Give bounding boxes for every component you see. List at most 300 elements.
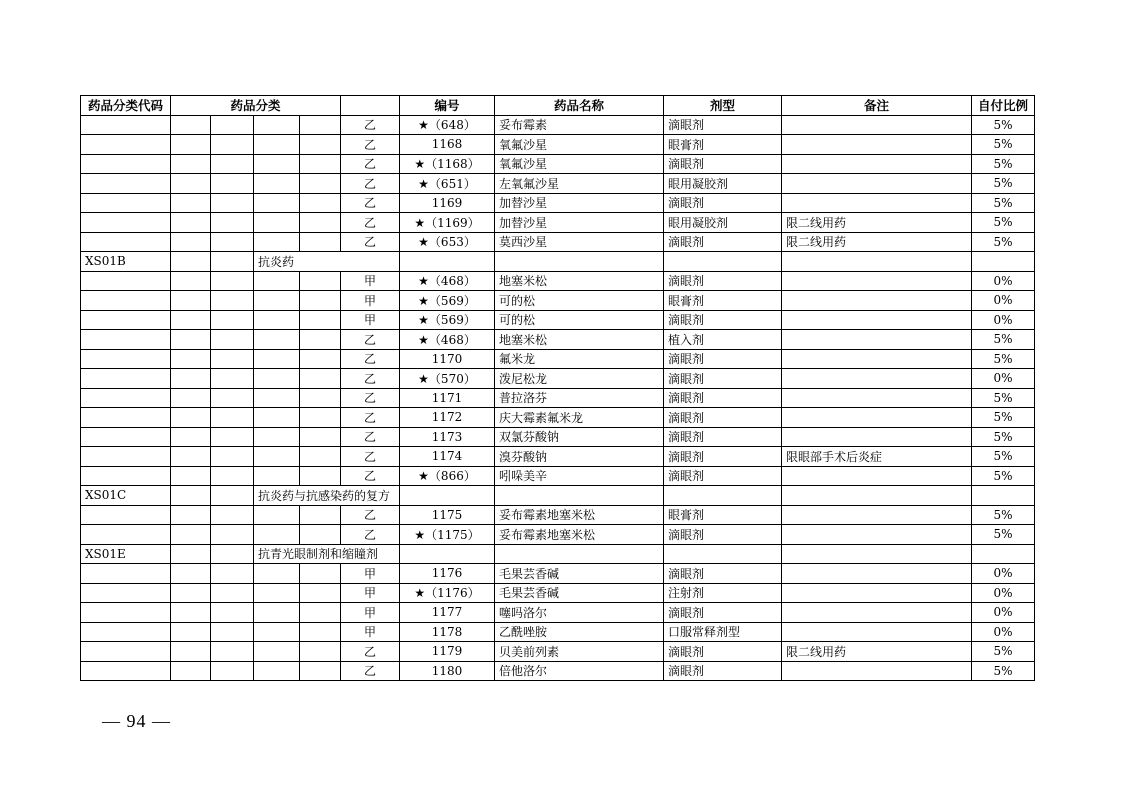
drug-name-cell: 妥布霉素 — [495, 115, 664, 135]
empty-cell — [81, 564, 171, 584]
empty-cell — [254, 466, 300, 486]
level-cell: 乙 — [341, 330, 400, 350]
header-note: 备注 — [782, 96, 972, 116]
note-cell — [782, 115, 972, 135]
ratio-cell: 5% — [972, 466, 1035, 486]
note-cell — [782, 505, 972, 525]
header-code: 药品分类代码 — [81, 96, 171, 116]
number-cell: 1179 — [400, 642, 495, 662]
empty-cell — [81, 135, 171, 155]
ratio-cell: 5% — [972, 232, 1035, 252]
empty-cell — [171, 427, 211, 447]
empty-cell — [300, 349, 341, 369]
empty-cell — [300, 525, 341, 545]
empty-cell — [782, 486, 972, 506]
dosage-form-cell: 滴眼剂 — [664, 525, 782, 545]
dosage-form-cell: 滴眼剂 — [664, 661, 782, 681]
number-cell: ★（651） — [400, 174, 495, 194]
empty-cell — [211, 661, 254, 681]
empty-cell — [81, 661, 171, 681]
header-form: 剂型 — [664, 96, 782, 116]
empty-cell — [300, 271, 341, 291]
drug-name-cell: 乙酰唑胺 — [495, 622, 664, 642]
empty-cell — [254, 388, 300, 408]
empty-cell — [81, 154, 171, 174]
table-row — [81, 564, 1035, 584]
empty-cell — [300, 466, 341, 486]
empty-cell — [664, 544, 782, 564]
table-row — [81, 232, 1035, 252]
empty-cell — [81, 427, 171, 447]
dosage-form-cell: 滴眼剂 — [664, 408, 782, 428]
empty-cell — [211, 115, 254, 135]
ratio-cell: 0% — [972, 603, 1035, 623]
empty-cell — [171, 642, 211, 662]
empty-cell — [211, 369, 254, 389]
empty-cell — [300, 603, 341, 623]
empty-cell — [254, 564, 300, 584]
number-cell: ★（570） — [400, 369, 495, 389]
level-cell: 乙 — [341, 135, 400, 155]
table-row — [81, 369, 1035, 389]
empty-cell — [171, 252, 211, 272]
empty-cell — [211, 525, 254, 545]
ratio-cell: 5% — [972, 330, 1035, 350]
level-cell: 乙 — [341, 193, 400, 213]
number-cell: 1171 — [400, 388, 495, 408]
empty-cell — [171, 174, 211, 194]
empty-cell — [782, 252, 972, 272]
empty-cell — [254, 310, 300, 330]
level-cell: 乙 — [341, 408, 400, 428]
note-cell — [782, 349, 972, 369]
drug-name-cell: 贝美前列素 — [495, 642, 664, 662]
empty-cell — [972, 252, 1035, 272]
number-cell: ★（648） — [400, 115, 495, 135]
table-row — [81, 193, 1035, 213]
empty-cell — [81, 291, 171, 311]
table-row — [81, 291, 1035, 311]
empty-cell — [495, 486, 664, 506]
table-row — [81, 154, 1035, 174]
number-cell: ★（866） — [400, 466, 495, 486]
ratio-cell: 5% — [972, 525, 1035, 545]
empty-cell — [171, 388, 211, 408]
empty-cell — [211, 135, 254, 155]
number-cell: 1176 — [400, 564, 495, 584]
drug-name-cell: 可的松 — [495, 291, 664, 311]
table-row — [81, 174, 1035, 194]
level-cell: 乙 — [341, 349, 400, 369]
empty-cell — [81, 349, 171, 369]
table-row — [81, 310, 1035, 330]
ratio-cell: 0% — [972, 271, 1035, 291]
empty-cell — [211, 291, 254, 311]
table-row — [81, 661, 1035, 681]
table-row — [81, 525, 1035, 545]
empty-cell — [300, 135, 341, 155]
ratio-cell: 5% — [972, 427, 1035, 447]
empty-cell — [254, 505, 300, 525]
empty-cell — [171, 447, 211, 467]
category-row — [81, 486, 1035, 506]
number-cell: 1168 — [400, 135, 495, 155]
level-cell: 乙 — [341, 642, 400, 662]
empty-cell — [81, 310, 171, 330]
empty-cell — [171, 310, 211, 330]
empty-cell — [81, 193, 171, 213]
number-cell: ★（1176） — [400, 583, 495, 603]
ratio-cell: 0% — [972, 291, 1035, 311]
empty-cell — [171, 213, 211, 233]
empty-cell — [211, 505, 254, 525]
table-row — [81, 271, 1035, 291]
empty-cell — [211, 174, 254, 194]
dosage-form-cell: 眼膏剂 — [664, 291, 782, 311]
level-cell: 乙 — [341, 525, 400, 545]
category-label-cell: 抗炎药 — [254, 252, 400, 272]
number-cell: ★（1168） — [400, 154, 495, 174]
table-row — [81, 349, 1035, 369]
empty-cell — [81, 271, 171, 291]
level-cell: 乙 — [341, 466, 400, 486]
note-cell — [782, 564, 972, 584]
level-cell: 乙 — [341, 369, 400, 389]
empty-cell — [254, 291, 300, 311]
drug-name-cell: 妥布霉素地塞米松 — [495, 505, 664, 525]
drug-name-cell: 地塞米松 — [495, 330, 664, 350]
empty-cell — [254, 583, 300, 603]
drug-name-cell: 莫西沙星 — [495, 232, 664, 252]
empty-cell — [171, 486, 211, 506]
empty-cell — [300, 369, 341, 389]
ratio-cell: 5% — [972, 661, 1035, 681]
table-header-row — [81, 96, 1035, 116]
drug-name-cell: 氧氟沙星 — [495, 154, 664, 174]
empty-cell — [664, 252, 782, 272]
empty-cell — [300, 642, 341, 662]
empty-cell — [81, 603, 171, 623]
note-cell: 限二线用药 — [782, 642, 972, 662]
category-label-cell: 抗青光眼制剂和缩瞳剂 — [254, 544, 400, 564]
empty-cell — [254, 447, 300, 467]
level-cell: 乙 — [341, 213, 400, 233]
drug-name-cell: 毛果芸香碱 — [495, 564, 664, 584]
dosage-form-cell: 注射剂 — [664, 583, 782, 603]
empty-cell — [495, 252, 664, 272]
table-row — [81, 330, 1035, 350]
empty-cell — [300, 291, 341, 311]
number-cell: 1169 — [400, 193, 495, 213]
dosage-form-cell: 滴眼剂 — [664, 388, 782, 408]
empty-cell — [211, 310, 254, 330]
empty-cell — [211, 408, 254, 428]
empty-cell — [972, 544, 1035, 564]
empty-cell — [211, 427, 254, 447]
category-row — [81, 544, 1035, 564]
empty-cell — [211, 252, 254, 272]
empty-cell — [300, 330, 341, 350]
level-cell: 乙 — [341, 174, 400, 194]
empty-cell — [254, 193, 300, 213]
empty-cell — [81, 447, 171, 467]
dosage-form-cell: 滴眼剂 — [664, 271, 782, 291]
empty-cell — [211, 330, 254, 350]
empty-cell — [81, 505, 171, 525]
drug-name-cell: 泼尼松龙 — [495, 369, 664, 389]
empty-cell — [211, 583, 254, 603]
empty-cell — [81, 115, 171, 135]
ratio-cell: 5% — [972, 193, 1035, 213]
header-number: 编号 — [400, 96, 495, 116]
number-cell: 1174 — [400, 447, 495, 467]
empty-cell — [300, 388, 341, 408]
table-row — [81, 505, 1035, 525]
empty-cell — [171, 525, 211, 545]
note-cell — [782, 310, 972, 330]
number-cell: ★（468） — [400, 330, 495, 350]
empty-cell — [300, 232, 341, 252]
table-row — [81, 388, 1035, 408]
number-cell: 1180 — [400, 661, 495, 681]
drug-name-cell: 加替沙星 — [495, 193, 664, 213]
table-row — [81, 135, 1035, 155]
dosage-form-cell: 口服常释剂型 — [664, 622, 782, 642]
header-level — [341, 96, 400, 116]
note-cell — [782, 388, 972, 408]
ratio-cell: 5% — [972, 505, 1035, 525]
note-cell: 限二线用药 — [782, 232, 972, 252]
dosage-form-cell: 眼膏剂 — [664, 505, 782, 525]
empty-cell — [300, 408, 341, 428]
table-row — [81, 213, 1035, 233]
note-cell — [782, 466, 972, 486]
empty-cell — [171, 115, 211, 135]
table-row — [81, 642, 1035, 662]
note-cell — [782, 291, 972, 311]
note-cell — [782, 154, 972, 174]
empty-cell — [254, 154, 300, 174]
number-cell: ★（1175） — [400, 525, 495, 545]
empty-cell — [254, 603, 300, 623]
note-cell — [782, 174, 972, 194]
level-cell: 乙 — [341, 154, 400, 174]
empty-cell — [300, 583, 341, 603]
empty-cell — [254, 408, 300, 428]
dosage-form-cell: 植入剂 — [664, 330, 782, 350]
empty-cell — [400, 252, 495, 272]
header-ratio: 自付比例 — [972, 96, 1035, 116]
empty-cell — [171, 135, 211, 155]
ratio-cell: 0% — [972, 564, 1035, 584]
drug-name-cell: 可的松 — [495, 310, 664, 330]
empty-cell — [254, 642, 300, 662]
empty-cell — [81, 388, 171, 408]
note-cell: 限眼部手术后炎症 — [782, 447, 972, 467]
empty-cell — [254, 369, 300, 389]
note-cell — [782, 525, 972, 545]
note-cell — [782, 603, 972, 623]
table-row — [81, 427, 1035, 447]
drug-name-cell: 加替沙星 — [495, 213, 664, 233]
empty-cell — [211, 622, 254, 642]
header-name: 药品名称 — [495, 96, 664, 116]
header-category: 药品分类 — [171, 96, 341, 116]
empty-cell — [254, 622, 300, 642]
empty-cell — [300, 661, 341, 681]
level-cell: 甲 — [341, 271, 400, 291]
empty-cell — [171, 408, 211, 428]
ratio-cell: 5% — [972, 388, 1035, 408]
empty-cell — [211, 349, 254, 369]
ratio-cell: 5% — [972, 174, 1035, 194]
number-cell: 1172 — [400, 408, 495, 428]
empty-cell — [254, 232, 300, 252]
drug-catalog-table — [80, 95, 1035, 681]
number-cell: ★（569） — [400, 291, 495, 311]
empty-cell — [254, 213, 300, 233]
empty-cell — [81, 232, 171, 252]
empty-cell — [171, 369, 211, 389]
note-cell — [782, 330, 972, 350]
dosage-form-cell: 滴眼剂 — [664, 369, 782, 389]
empty-cell — [400, 544, 495, 564]
category-code-cell: XS01B — [81, 252, 171, 272]
ratio-cell: 5% — [972, 349, 1035, 369]
level-cell: 甲 — [341, 583, 400, 603]
empty-cell — [254, 661, 300, 681]
empty-cell — [81, 213, 171, 233]
dosage-form-cell: 滴眼剂 — [664, 232, 782, 252]
note-cell — [782, 193, 972, 213]
empty-cell — [300, 505, 341, 525]
dosage-form-cell: 滴眼剂 — [664, 466, 782, 486]
drug-name-cell: 地塞米松 — [495, 271, 664, 291]
empty-cell — [171, 583, 211, 603]
drug-name-cell: 妥布霉素地塞米松 — [495, 525, 664, 545]
dosage-form-cell: 滴眼剂 — [664, 427, 782, 447]
table-row — [81, 408, 1035, 428]
drug-name-cell: 吲哚美辛 — [495, 466, 664, 486]
empty-cell — [211, 213, 254, 233]
empty-cell — [300, 115, 341, 135]
drug-name-cell: 氟米龙 — [495, 349, 664, 369]
empty-cell — [211, 564, 254, 584]
empty-cell — [300, 213, 341, 233]
empty-cell — [664, 486, 782, 506]
empty-cell — [211, 447, 254, 467]
level-cell: 乙 — [341, 427, 400, 447]
ratio-cell: 5% — [972, 213, 1035, 233]
drug-name-cell: 溴芬酸钠 — [495, 447, 664, 467]
level-cell: 甲 — [341, 564, 400, 584]
ratio-cell: 5% — [972, 642, 1035, 662]
note-cell — [782, 622, 972, 642]
empty-cell — [171, 603, 211, 623]
empty-cell — [171, 330, 211, 350]
empty-cell — [254, 174, 300, 194]
empty-cell — [254, 349, 300, 369]
level-cell: 乙 — [341, 447, 400, 467]
number-cell: 1173 — [400, 427, 495, 447]
empty-cell — [171, 154, 211, 174]
table-body — [81, 115, 1035, 681]
dosage-form-cell: 滴眼剂 — [664, 564, 782, 584]
note-cell — [782, 427, 972, 447]
dosage-form-cell: 眼用凝胶剂 — [664, 174, 782, 194]
drug-name-cell: 氧氟沙星 — [495, 135, 664, 155]
empty-cell — [171, 564, 211, 584]
dosage-form-cell: 滴眼剂 — [664, 447, 782, 467]
empty-cell — [300, 174, 341, 194]
empty-cell — [171, 544, 211, 564]
number-cell: 1170 — [400, 349, 495, 369]
empty-cell — [81, 369, 171, 389]
ratio-cell: 0% — [972, 622, 1035, 642]
empty-cell — [495, 544, 664, 564]
drug-name-cell: 左氧氟沙星 — [495, 174, 664, 194]
empty-cell — [81, 330, 171, 350]
empty-cell — [211, 154, 254, 174]
ratio-cell: 0% — [972, 583, 1035, 603]
empty-cell — [300, 564, 341, 584]
number-cell: 1178 — [400, 622, 495, 642]
empty-cell — [211, 642, 254, 662]
table-row — [81, 603, 1035, 623]
ratio-cell: 0% — [972, 310, 1035, 330]
note-cell — [782, 369, 972, 389]
ratio-cell: 5% — [972, 408, 1035, 428]
empty-cell — [81, 622, 171, 642]
empty-cell — [254, 271, 300, 291]
ratio-cell: 5% — [972, 135, 1035, 155]
ratio-cell: 5% — [972, 447, 1035, 467]
table-row — [81, 622, 1035, 642]
number-cell: ★（468） — [400, 271, 495, 291]
level-cell: 乙 — [341, 115, 400, 135]
empty-cell — [211, 544, 254, 564]
empty-cell — [171, 271, 211, 291]
category-label-cell: 抗炎药与抗感染药的复方 — [254, 486, 400, 506]
dosage-form-cell: 眼用凝胶剂 — [664, 213, 782, 233]
empty-cell — [211, 486, 254, 506]
empty-cell — [300, 193, 341, 213]
level-cell: 甲 — [341, 622, 400, 642]
empty-cell — [254, 115, 300, 135]
empty-cell — [171, 291, 211, 311]
empty-cell — [171, 349, 211, 369]
empty-cell — [254, 427, 300, 447]
empty-cell — [211, 193, 254, 213]
level-cell: 乙 — [341, 388, 400, 408]
note-cell — [782, 408, 972, 428]
drug-name-cell: 庆大霉素氟米龙 — [495, 408, 664, 428]
empty-cell — [300, 427, 341, 447]
category-row — [81, 252, 1035, 272]
empty-cell — [171, 232, 211, 252]
number-cell: ★（653） — [400, 232, 495, 252]
empty-cell — [171, 505, 211, 525]
empty-cell — [171, 661, 211, 681]
dosage-form-cell: 滴眼剂 — [664, 642, 782, 662]
empty-cell — [171, 193, 211, 213]
table-row — [81, 115, 1035, 135]
dosage-form-cell: 滴眼剂 — [664, 115, 782, 135]
empty-cell — [300, 154, 341, 174]
page-number: — 94 — — [102, 711, 171, 731]
empty-cell — [254, 525, 300, 545]
empty-cell — [171, 622, 211, 642]
